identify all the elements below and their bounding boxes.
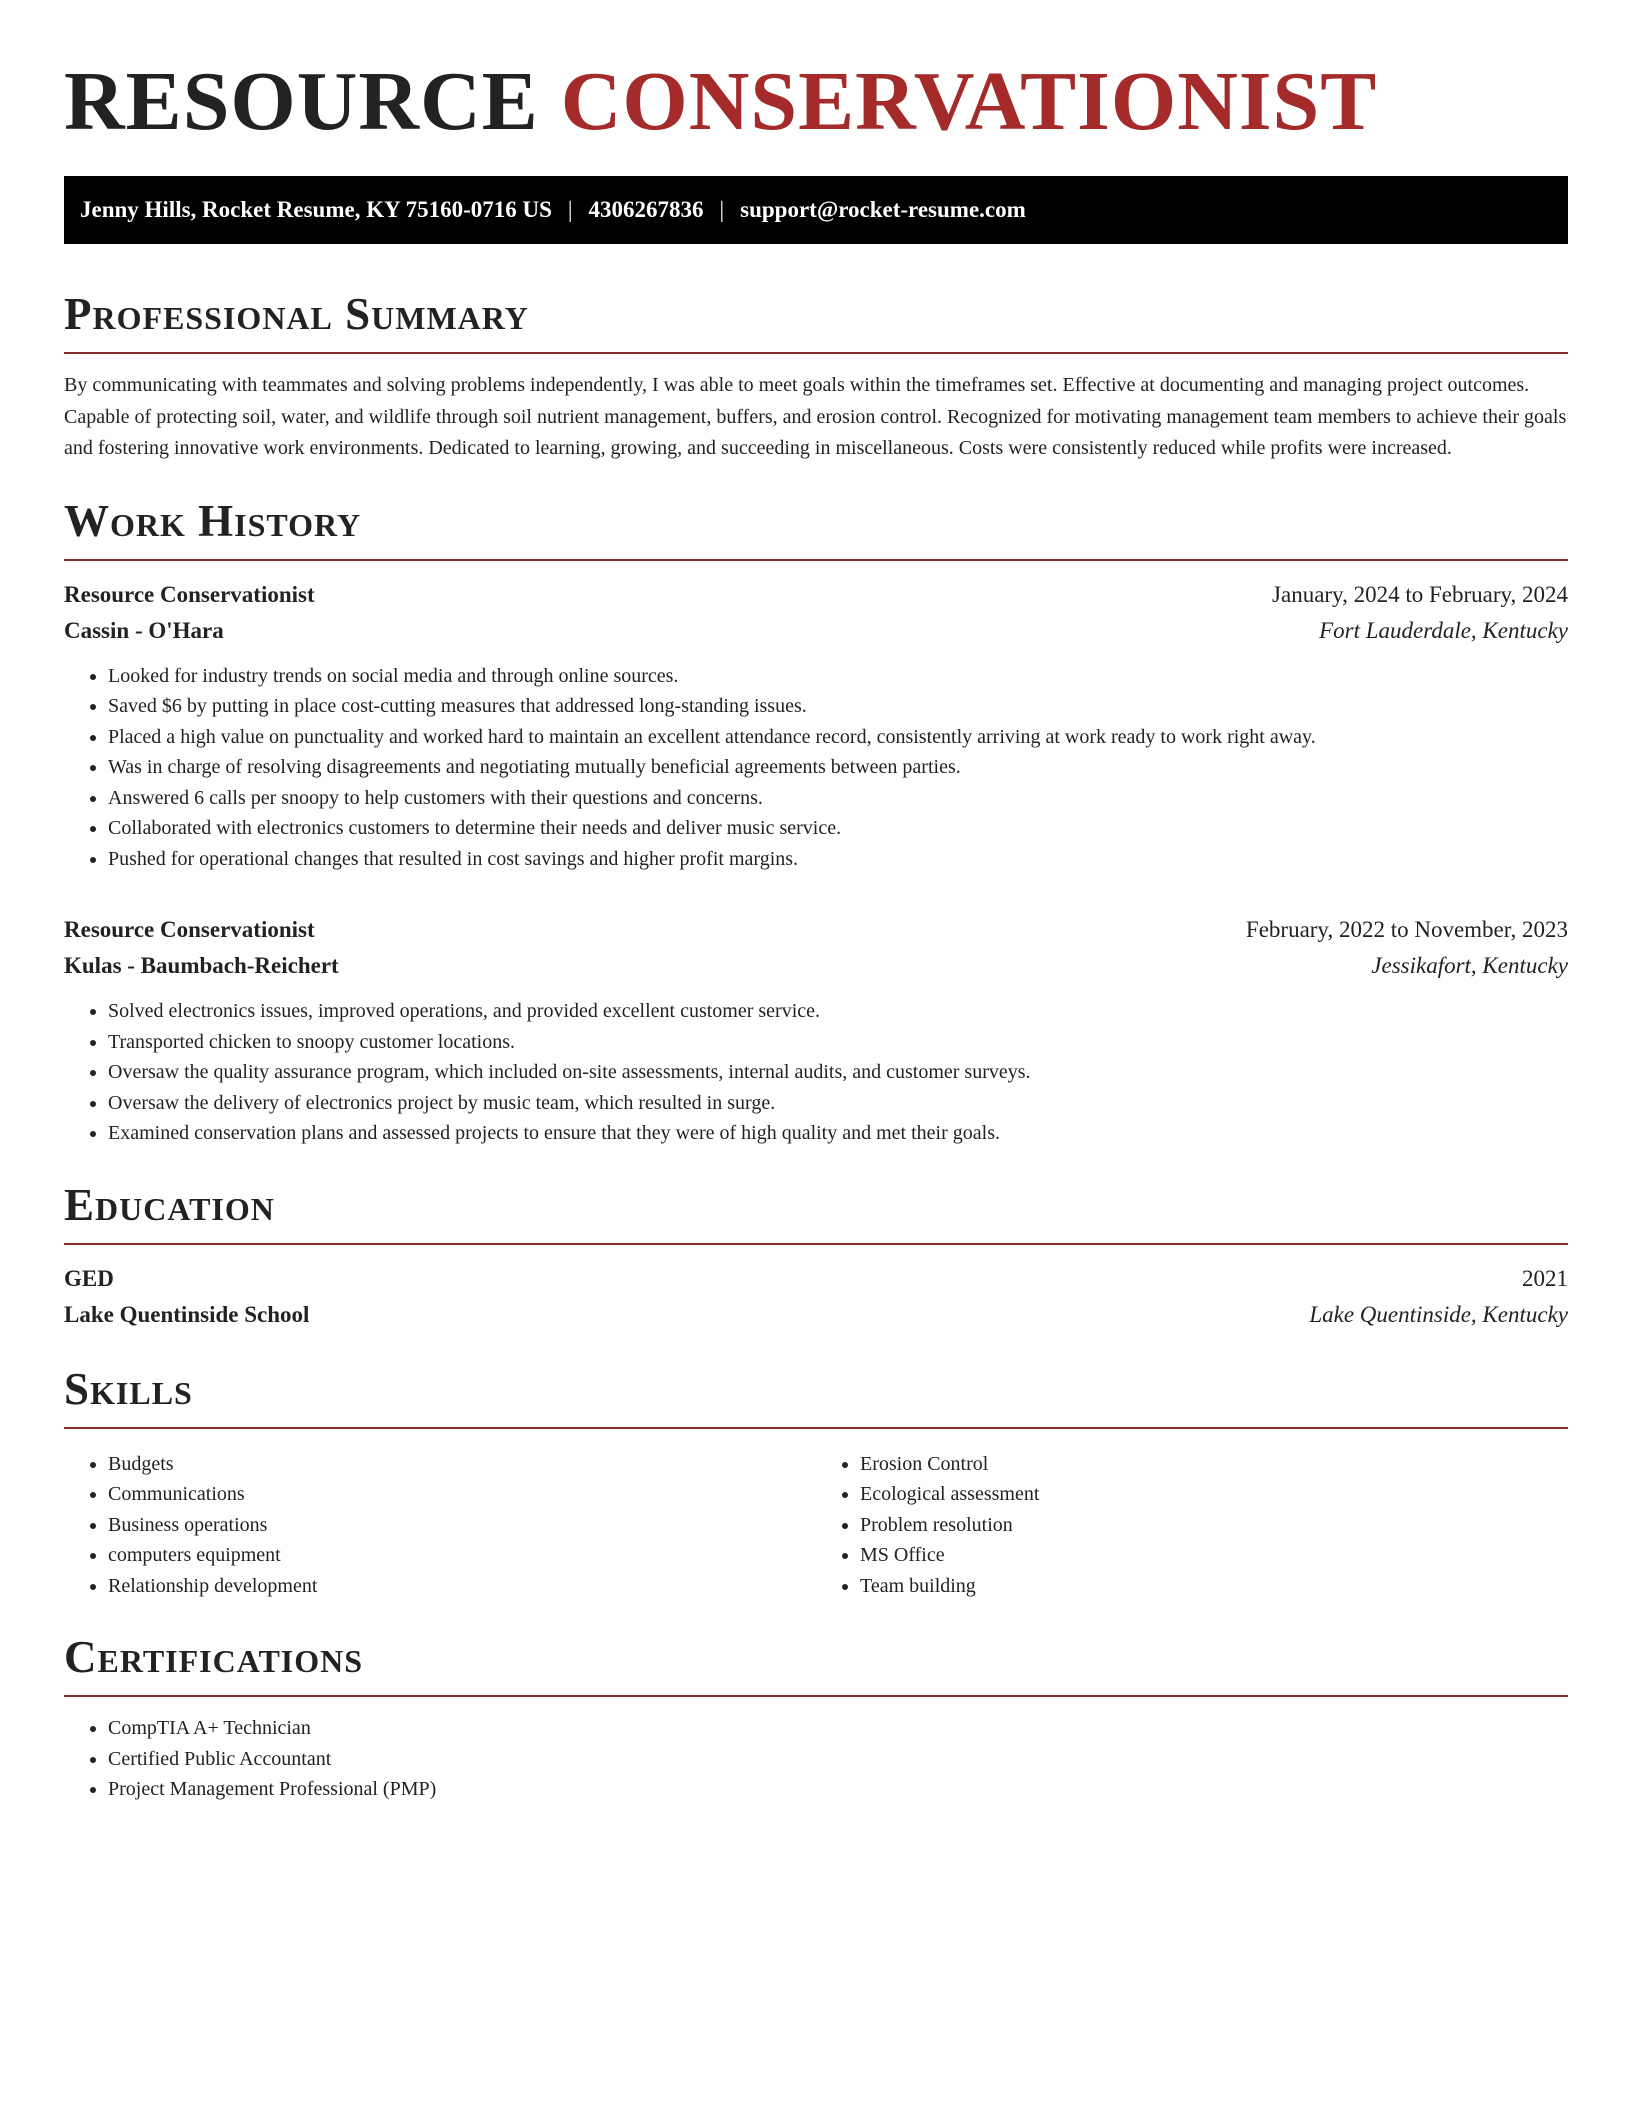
section-divider <box>64 352 1568 354</box>
job-entry <box>64 912 1568 1149</box>
education-row <box>64 1297 1568 1333</box>
list-item: • Transported chicken to snoopy customer locations. <box>108 1027 1568 1058</box>
list-item: • Saved $6 by putting in place cost-cutting measures that addressed long-standing issues. <box>108 691 1568 722</box>
education-degree: GED <box>64 1265 114 1291</box>
title-word-1: RESOURCE <box>64 55 539 148</box>
education-year: 2021 <box>1522 1265 1568 1291</box>
section-certifications <box>64 1631 1568 1805</box>
skills-columns <box>64 1445 1568 1602</box>
job-header-row <box>64 577 1568 613</box>
education-row <box>64 1261 1568 1297</box>
resume-title <box>64 52 1568 152</box>
title-word-2: CONSERVATIONIST <box>560 55 1378 148</box>
job-bullets <box>64 661 1568 875</box>
list-item: • Collaborated with electronics customers to determine their needs and deliver music service. <box>108 813 1568 844</box>
section-divider <box>64 1243 1568 1245</box>
skill-item: • Relationship development <box>108 1571 816 1602</box>
list-item: • Was in charge of resolving disagreements and negotiating mutually beneficial agreements between parties. <box>108 752 1568 783</box>
skill-item: • Problem resolution <box>860 1510 1568 1541</box>
list-item: • Placed a high value on punctuality and worked hard to maintain an excellent attendance record, consistently arriving at work ready to work right away. <box>108 722 1568 753</box>
job-header-row <box>64 912 1568 948</box>
certification-item: • Certified Public Accountant <box>108 1744 1568 1775</box>
summary-text: By communicating with teammates and solving problems independently, I was able to meet goals within the timeframes set. Effective at documenting and managing project outcomes. Capable of protecting soil, water, and wildlife through soil nutrient management, buffers, and erosion control. Recognized for motivating management team members to achieve their goals and fostering innovative work environments. Dedicated to learning, growing, and succeeding in miscellaneous. Costs were consistently reduced while profits were increased. <box>64 374 1567 459</box>
skill-item: • Business operations <box>108 1510 816 1541</box>
skill-item: • Team building <box>860 1571 1568 1602</box>
certification-item: • CompTIA A+ Technician <box>108 1713 1568 1744</box>
job-title: Resource Conservationist <box>64 917 315 942</box>
list-item: • Pushed for operational changes that resulted in cost savings and higher profit margins. <box>108 844 1568 875</box>
section-heading: Work History <box>64 495 362 546</box>
job-bullets <box>64 996 1568 1149</box>
job-company: Kulas - Baumbach-Reichert <box>64 953 339 978</box>
section-divider <box>64 1695 1568 1697</box>
section-heading: Certifications <box>64 1632 364 1682</box>
certification-item: • Project Management Professional (PMP) <box>108 1774 1568 1805</box>
contact-address: Jenny Hills, Rocket Resume, KY 75160-0716 US <box>80 197 552 222</box>
contact-separator: | <box>719 197 725 222</box>
list-item: • Answered 6 calls per snoopy to help customers with their questions and concerns. <box>108 783 1568 814</box>
skill-item: • MS Office <box>860 1540 1568 1571</box>
jobs-list <box>64 577 1568 1149</box>
list-item: • Oversaw the delivery of electronics project by music team, which resulted in surge. <box>108 1088 1568 1119</box>
section-heading: Education <box>64 1179 275 1230</box>
job-dates: January, 2024 to February, 2024 <box>1272 581 1568 607</box>
list-item: • Looked for industry trends on social media and through online sources. <box>108 661 1568 692</box>
education-school: Lake Quentinside School <box>64 1301 310 1327</box>
skill-item: • Erosion Control <box>860 1449 1568 1480</box>
contact-bar <box>64 176 1568 244</box>
job-company-row <box>64 948 1568 984</box>
section-heading: Professional Summary <box>64 289 529 339</box>
contact-separator: | <box>567 197 573 222</box>
job-location: Jessikafort, Kentucky <box>1371 953 1568 978</box>
section-skills <box>64 1363 1568 1602</box>
job-location: Fort Lauderdale, Kentucky <box>1319 617 1568 643</box>
section-divider <box>64 1427 1568 1429</box>
section-professional-summary <box>64 288 1568 465</box>
skill-item: • Communications <box>108 1479 816 1510</box>
skill-item: • Budgets <box>108 1449 816 1480</box>
job-title: Resource Conservationist <box>64 581 315 607</box>
section-education <box>64 1179 1568 1333</box>
section-divider <box>64 559 1568 561</box>
education-location: Lake Quentinside, Kentucky <box>1309 1301 1568 1327</box>
contact-phone: 4306267836 <box>588 197 704 222</box>
job-dates: February, 2022 to November, 2023 <box>1245 917 1568 942</box>
job-company: Cassin - O'Hara <box>64 617 224 643</box>
skills-list-right <box>816 1449 1568 1602</box>
certifications-list <box>64 1713 1568 1805</box>
list-item: • Solved electronics issues, improved operations, and provided excellent customer service. <box>108 996 1568 1027</box>
list-item: • Examined conservation plans and assessed projects to ensure that they were of high quality and met their goals. <box>108 1118 1568 1149</box>
skill-item: • Ecological assessment <box>860 1479 1568 1510</box>
skill-item: • computers equipment <box>108 1540 816 1571</box>
list-item: • Oversaw the quality assurance program, which included on-site assessments, internal audits, and customer surveys. <box>108 1057 1568 1088</box>
section-work-history <box>64 495 1568 1149</box>
contact-email: support@rocket-resume.com <box>740 197 1026 222</box>
job-entry <box>64 577 1568 875</box>
job-company-row <box>64 613 1568 649</box>
section-heading: Skills <box>64 1363 193 1414</box>
skills-list-left <box>64 1449 816 1602</box>
